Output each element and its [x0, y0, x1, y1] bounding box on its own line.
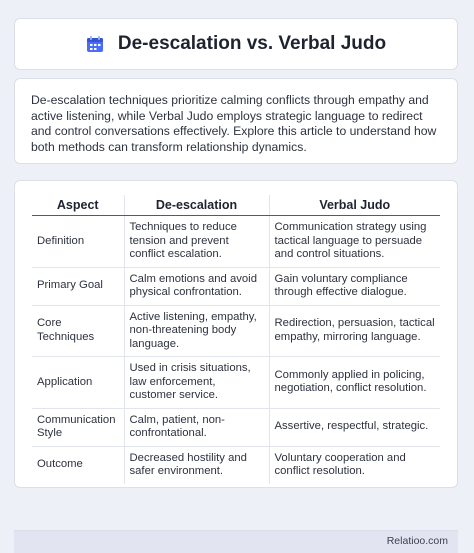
table-row — [32, 408, 440, 446]
de-escalation-cell: Calm emotions and avoid physical confrontation. — [124, 267, 269, 305]
table-row — [32, 305, 440, 357]
aspect-cell: Communication Style — [32, 408, 124, 446]
de-escalation-cell: Active listening, empathy, non-threatening body language. — [124, 305, 269, 357]
table-row — [32, 357, 440, 409]
intro-text: De-escalation techniques prioritize calming conflicts through empathy and active listening, while Verbal Judo employs strategic language to redirect and control conversations effectively. Explore this article to understand how both methods can transform relationship dynamics. — [31, 93, 437, 154]
verbal-judo-cell: Commonly applied in policing, negotiation, conflict resolution. — [269, 357, 440, 409]
de-escalation-cell: Decreased hostility and safer environment. — [124, 446, 269, 484]
page-title: De-escalation vs. Verbal Judo — [117, 33, 387, 54]
title-card — [14, 18, 458, 70]
aspect-cell: Core Techniques — [32, 305, 124, 357]
aspect-cell: Primary Goal — [32, 267, 124, 305]
verbal-judo-cell: Assertive, respectful, strategic. — [269, 408, 440, 446]
table-row — [32, 216, 440, 268]
de-escalation-cell: Calm, patient, non-confrontational. — [124, 408, 269, 446]
de-escalation-cell: Techniques to reduce tension and prevent conflict escalation. — [124, 216, 269, 268]
intro-card — [14, 78, 458, 164]
header-aspect: Aspect — [32, 195, 124, 216]
header-verbal-judo: Verbal Judo — [269, 195, 440, 216]
aspect-cell: Application — [32, 357, 124, 409]
footer-bar — [14, 530, 458, 553]
footer-brand: Relatioo.com — [386, 535, 448, 547]
verbal-judo-cell: Redirection, persuasion, tactical empathy, mirroring language. — [269, 305, 440, 357]
verbal-judo-cell: Voluntary cooperation and conflict resolution. — [269, 446, 440, 484]
verbal-judo-cell: Gain voluntary compliance through effective dialogue. — [269, 267, 440, 305]
aspect-cell: Definition — [32, 216, 124, 268]
header-de-escalation: De-escalation — [124, 195, 269, 216]
table-header-row — [32, 195, 440, 216]
calendar-icon — [86, 35, 104, 53]
table-row — [32, 446, 440, 484]
comparison-table-card — [14, 180, 458, 488]
verbal-judo-cell: Communication strategy using tactical language to persuade and control situations. — [269, 216, 440, 268]
aspect-cell: Outcome — [37, 458, 83, 471]
comparison-table — [32, 195, 440, 484]
table-row — [32, 267, 440, 305]
de-escalation-cell: Used in crisis situations, law enforcement, customer service. — [124, 357, 269, 409]
